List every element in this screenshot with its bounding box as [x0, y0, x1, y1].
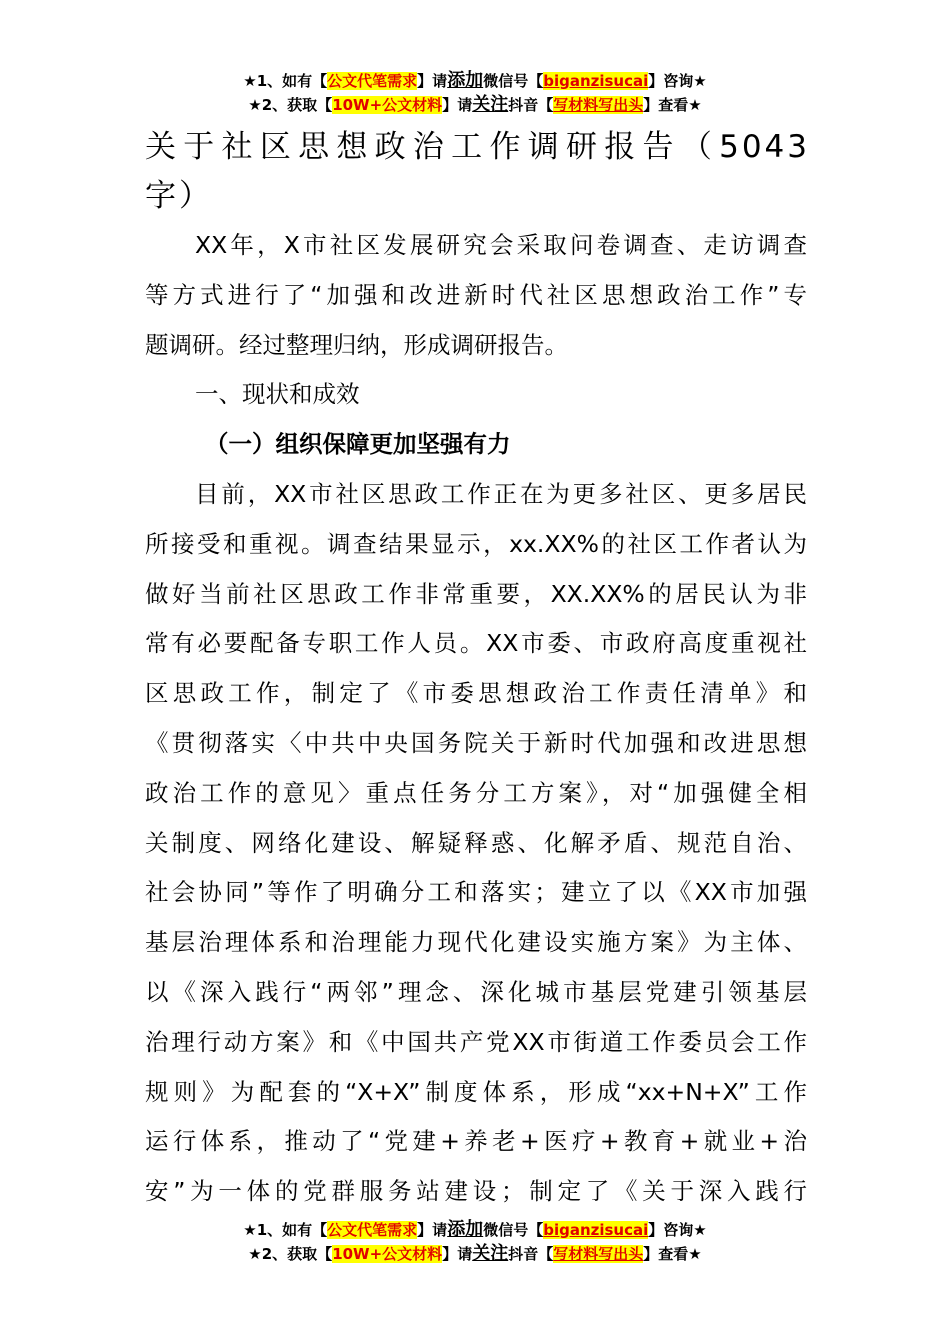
section-heading: 一、现状和成效: [195, 380, 360, 409]
douyin-id: 写材料写出头: [553, 96, 644, 114]
doc-title-cont: 字）: [145, 178, 213, 214]
body-line: 等方式进行了“加强和改进新时代社区思想政治工作”专: [145, 280, 807, 309]
body-line: 常有必要配备专职工作人员。XX市委、市政府高度重视社: [145, 629, 807, 658]
highlight: 公文代笔需求: [327, 72, 418, 90]
body-line: 所接受和重视。调查结果显示，xx.XX%的社区工作者认为: [145, 529, 807, 558]
promo-line-1: ★1、如有【公文代笔需求】请添加微信号【biganzisucai】咨询★: [243, 1219, 707, 1240]
body-line: 目前，XX市社区思政工作正在为更多社区、更多居民: [195, 480, 807, 508]
highlight: 10W+公文材料: [332, 96, 443, 114]
body-line: 运行体系，推动了“党建+养老+医疗+教育+就业+治: [145, 1127, 807, 1156]
body-line: 治理行动方案》和《中国共产党XX市街道工作委员会工作: [145, 1027, 807, 1056]
body-line: 以《深入践行“两邻”理念、深化城市基层党建引领基层: [145, 978, 807, 1006]
section-heading: （一）组织保障更加坚强有力: [205, 430, 511, 459]
body-line: 政治工作的意见〉重点任务分工方案》，对“加强健全相: [145, 778, 807, 807]
promo-line-2: ★2、获取【10W+公文材料】请关注抖音【写材料写出头】查看★: [248, 1243, 702, 1264]
doc-title: 关于社区思想政治工作调研报告（5043: [145, 129, 810, 165]
promo-line-1: ★1、如有【公文代笔需求】请添加微信号【biganzisucai】咨询★: [243, 70, 707, 91]
body-line: 规则》为配套的“X+X”制度体系，形成“xx+N+X”工作: [145, 1077, 807, 1106]
body-line: 安”为一体的党群服务站建设；制定了《关于深入践行: [145, 1177, 807, 1206]
promo-line-2: ★2、获取【10W+公文材料】请关注抖音【写材料写出头】查看★: [248, 94, 702, 115]
body-line: 区思政工作，制定了《市委思想政治工作责任清单》和: [145, 679, 807, 708]
wechat-id: biganzisucai: [543, 72, 649, 90]
body-line: 社会协同”等作了明确分工和落实；建立了以《XX市加强: [145, 878, 807, 907]
body-line: 基层治理体系和治理能力现代化建设实施方案》为主体、: [145, 928, 807, 957]
body-line: 关制度、网络化建设、解疑释惑、化解矛盾、规范自治、: [145, 828, 807, 857]
promo-banner-top: [0, 69, 950, 117]
body-line: 《贯彻落实〈中共中央国务院关于新时代加强和改进思想: [145, 729, 807, 757]
body-line: 题调研。经过整理归纳，形成调研报告。: [145, 330, 568, 359]
body-line: 做好当前社区思政工作非常重要，XX.XX%的居民认为非: [145, 579, 807, 608]
promo-banner-bottom: [0, 1218, 950, 1266]
body-line: XX年，X市社区发展研究会采取问卷调查、走访调查: [195, 231, 807, 259]
